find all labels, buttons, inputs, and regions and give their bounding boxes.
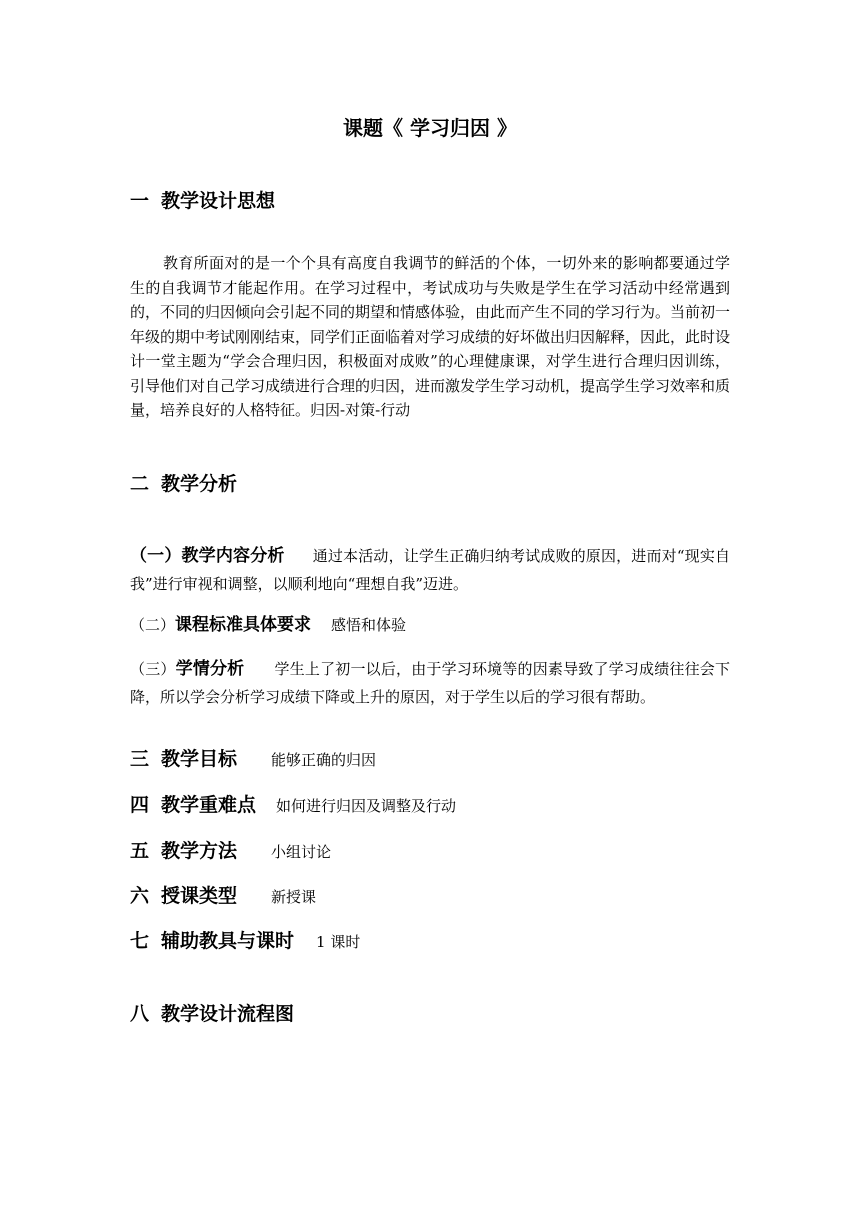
subsection-learner-analysis (130, 655, 730, 711)
section-title: 教学设计思想 (161, 190, 276, 212)
section-title: 授课类型 (161, 885, 238, 907)
section-heading-3 (130, 746, 376, 773)
subsection-title: 教学内容分析 (181, 546, 285, 566)
section-heading-6 (130, 883, 316, 910)
section-number: 三 (130, 748, 150, 770)
section-1-paragraph: 教育所面对的是一个个具有高度自我调节的鲜活的个体，一切外来的影响都要通过学生的自我调节才能起作用。在学习过程中，考试成功与失败是学生在学习活动中经常遇到的，不同的归因倾向会引起不同的期望和情感体验，由此而产生不同的学习行为。当前初一年级的期中考试刚刚结束，同学们正面临着对学习成绩的好坏做出归因解释，因此，此时设计一堂主题为“学会合理归因，积极面对成败”的心理健康课，对学生进行合理归因训练，引导他们对自己学习成绩进行合理的归因，进而激发学生学习动机，提高学生学习效率和质量，培养良好的人格特征。归因-对策-行动 (130, 254, 731, 419)
subsection-text: 通过本活动，让学生正确归纳考试成败的原因，进而对“现实自我”进行审视和调整，以顺利地向“理想自我”迈进。 (130, 547, 731, 593)
section-text: 如何进行归因及调整及行动 (276, 797, 457, 815)
section-number: 八 (130, 1003, 150, 1025)
section-number: 二 (130, 473, 150, 495)
section-number: 七 (130, 930, 150, 952)
section-title: 教学分析 (161, 473, 238, 495)
section-number: 六 (130, 885, 150, 907)
section-text: 1 课时 (316, 933, 361, 951)
section-title: 教学设计流程图 (161, 1003, 295, 1025)
section-title: 教学目标 (161, 748, 238, 770)
section-number: 一 (130, 190, 150, 212)
section-heading-4 (130, 792, 456, 819)
page-title: 课题《 学习归因 》 (343, 116, 517, 140)
section-text: 新授课 (271, 888, 317, 906)
subsection-text: 感悟和体验 (331, 616, 407, 634)
section-heading-2 (130, 471, 237, 497)
section-number: 四 (130, 794, 150, 816)
subsection-number: （三） (130, 660, 176, 678)
section-title: 教学重难点 (161, 794, 257, 816)
section-heading-7 (130, 928, 360, 955)
subsection-curriculum-standard (130, 611, 730, 639)
section-title: 教学方法 (161, 840, 238, 862)
subsection-title: 课程标准具体要求 (175, 615, 312, 635)
subsection-number: （二） (130, 616, 176, 634)
section-heading-5 (130, 838, 331, 865)
subsection-number: （一） (130, 546, 182, 566)
subsection-text: 学生上了初一以后，由于学习环境等的因素导致了学习成绩往往会下降，所以学会分析学习成绩下降或上升的原因，对于学生以后的学习很有帮助。 (130, 660, 730, 706)
section-heading-1 (130, 188, 275, 214)
subsection-title: 学情分析 (175, 659, 245, 679)
section-text: 小组讨论 (271, 843, 332, 861)
section-text: 能够正确的归因 (271, 751, 377, 769)
section-heading-8 (130, 1001, 294, 1027)
section-number: 五 (130, 840, 150, 862)
subsection-content-analysis (130, 542, 730, 598)
section-title: 辅助教具与课时 (161, 930, 295, 952)
